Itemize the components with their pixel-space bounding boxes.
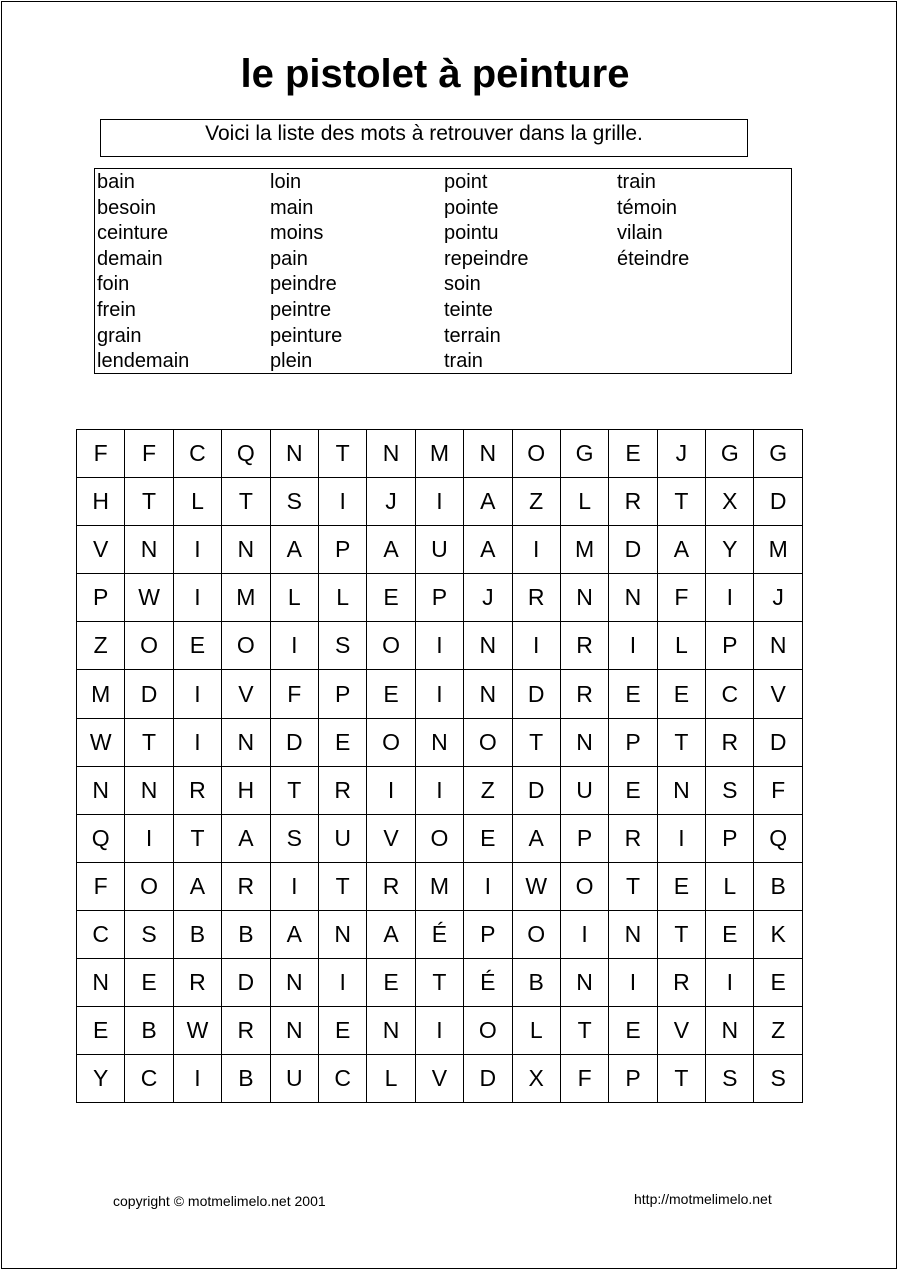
grid-cell: P bbox=[464, 910, 512, 958]
grid-cell: G bbox=[706, 430, 754, 478]
grid-cell: R bbox=[318, 766, 366, 814]
grid-cell: T bbox=[512, 718, 560, 766]
grid-cell: O bbox=[125, 622, 173, 670]
grid-cell: M bbox=[754, 526, 802, 574]
grid-cell: H bbox=[77, 478, 125, 526]
grid-row bbox=[77, 766, 803, 814]
grid-cell: O bbox=[512, 430, 560, 478]
grid-cell: M bbox=[415, 430, 463, 478]
grid-cell: I bbox=[512, 526, 560, 574]
grid-cell: D bbox=[464, 1055, 512, 1103]
grid-cell: O bbox=[560, 862, 608, 910]
grid-cell: Q bbox=[77, 814, 125, 862]
grid-cell: I bbox=[512, 622, 560, 670]
grid-cell: F bbox=[77, 430, 125, 478]
grid-cell: E bbox=[657, 670, 705, 718]
word-item: vilain bbox=[617, 222, 663, 245]
grid-cell: N bbox=[77, 959, 125, 1007]
word-item: peinture bbox=[270, 324, 343, 347]
grid-cell: N bbox=[609, 910, 657, 958]
grid-cell: E bbox=[367, 670, 415, 718]
grid-cell: H bbox=[222, 766, 270, 814]
grid-cell: V bbox=[367, 814, 415, 862]
grid-row bbox=[77, 862, 803, 910]
grid-cell: O bbox=[367, 622, 415, 670]
word-item: besoin bbox=[97, 196, 156, 219]
grid-cell: N bbox=[318, 910, 366, 958]
grid-cell: S bbox=[270, 814, 318, 862]
word-item: main bbox=[270, 196, 314, 219]
grid-cell: I bbox=[367, 766, 415, 814]
grid-row bbox=[77, 814, 803, 862]
grid-cell: V bbox=[754, 670, 802, 718]
grid-cell: I bbox=[415, 478, 463, 526]
grid-cell: L bbox=[706, 862, 754, 910]
word-item: moins bbox=[270, 222, 324, 245]
grid-cell: S bbox=[706, 1055, 754, 1103]
grid-cell: I bbox=[609, 959, 657, 1007]
page-title: le pistolet à peinture bbox=[240, 52, 630, 96]
grid-cell: P bbox=[706, 814, 754, 862]
grid-cell: N bbox=[270, 430, 318, 478]
grid-cell: I bbox=[173, 1055, 221, 1103]
grid-cell: J bbox=[367, 478, 415, 526]
grid-row bbox=[77, 430, 803, 478]
grid-cell: T bbox=[125, 718, 173, 766]
grid-cell: Q bbox=[222, 430, 270, 478]
grid-cell: Y bbox=[77, 1055, 125, 1103]
grid-cell: I bbox=[125, 814, 173, 862]
grid-cell: I bbox=[560, 910, 608, 958]
grid-cell: A bbox=[367, 910, 415, 958]
word-item: éteindre bbox=[617, 247, 690, 270]
grid-cell: I bbox=[173, 526, 221, 574]
letter-grid bbox=[76, 429, 803, 1103]
grid-cell: F bbox=[657, 574, 705, 622]
grid-cell: R bbox=[222, 862, 270, 910]
grid-cell: D bbox=[754, 478, 802, 526]
grid-cell: A bbox=[464, 526, 512, 574]
grid-cell: V bbox=[415, 1055, 463, 1103]
grid-cell: E bbox=[318, 1007, 366, 1055]
grid-cell: O bbox=[367, 718, 415, 766]
grid-cell: P bbox=[318, 526, 366, 574]
grid-cell: I bbox=[415, 670, 463, 718]
grid-cell: T bbox=[222, 478, 270, 526]
word-item: pain bbox=[270, 247, 308, 270]
grid-cell: P bbox=[609, 1055, 657, 1103]
grid-cell: X bbox=[512, 1055, 560, 1103]
word-column bbox=[97, 170, 189, 375]
grid-cell: I bbox=[173, 574, 221, 622]
grid-cell: I bbox=[318, 959, 366, 1007]
grid-cell: N bbox=[77, 766, 125, 814]
grid-cell: R bbox=[173, 959, 221, 1007]
word-item: peintre bbox=[270, 298, 332, 321]
grid-cell: L bbox=[560, 478, 608, 526]
grid-cell: E bbox=[609, 670, 657, 718]
grid-row bbox=[77, 1055, 803, 1103]
grid-cell: N bbox=[270, 959, 318, 1007]
grid-cell: C bbox=[706, 670, 754, 718]
grid-cell: B bbox=[222, 1055, 270, 1103]
grid-cell: Z bbox=[512, 478, 560, 526]
grid-cell: N bbox=[464, 430, 512, 478]
grid-row bbox=[77, 670, 803, 718]
grid-cell: N bbox=[706, 1007, 754, 1055]
grid-cell: N bbox=[367, 430, 415, 478]
grid-cell: E bbox=[173, 622, 221, 670]
grid-cell: D bbox=[222, 959, 270, 1007]
grid-row bbox=[77, 478, 803, 526]
grid-cell: I bbox=[173, 718, 221, 766]
grid-cell: T bbox=[609, 862, 657, 910]
grid-cell: T bbox=[657, 718, 705, 766]
grid-cell: Z bbox=[77, 622, 125, 670]
grid-cell: W bbox=[77, 718, 125, 766]
grid-cell: A bbox=[270, 526, 318, 574]
grid-cell: X bbox=[706, 478, 754, 526]
grid-cell: S bbox=[270, 478, 318, 526]
grid-cell: I bbox=[415, 1007, 463, 1055]
grid-cell: E bbox=[77, 1007, 125, 1055]
word-item: pointe bbox=[444, 196, 499, 219]
grid-cell: T bbox=[125, 478, 173, 526]
grid-cell: E bbox=[657, 862, 705, 910]
grid-cell: E bbox=[609, 1007, 657, 1055]
grid-cell: I bbox=[464, 862, 512, 910]
grid-cell: I bbox=[706, 574, 754, 622]
grid-cell: N bbox=[560, 574, 608, 622]
word-item: loin bbox=[270, 171, 302, 193]
grid-cell: U bbox=[415, 526, 463, 574]
grid-cell: N bbox=[464, 670, 512, 718]
grid-row bbox=[77, 959, 803, 1007]
copyright-text: copyright © motmelimelo.net 2001 bbox=[113, 1193, 326, 1209]
grid-cell: Y bbox=[706, 526, 754, 574]
grid-cell: N bbox=[222, 718, 270, 766]
grid-cell: I bbox=[657, 814, 705, 862]
grid-cell: M bbox=[415, 862, 463, 910]
grid-cell: S bbox=[125, 910, 173, 958]
grid-cell: E bbox=[367, 574, 415, 622]
grid-cell: T bbox=[270, 766, 318, 814]
grid-cell: S bbox=[318, 622, 366, 670]
word-item: frein bbox=[97, 298, 136, 321]
word-item: foin bbox=[97, 273, 130, 296]
grid-cell: N bbox=[415, 718, 463, 766]
grid-cell: B bbox=[754, 862, 802, 910]
grid-cell: F bbox=[754, 766, 802, 814]
grid-cell: O bbox=[512, 910, 560, 958]
grid-cell: I bbox=[318, 478, 366, 526]
grid-cell: A bbox=[222, 814, 270, 862]
word-column bbox=[617, 170, 689, 272]
grid-row bbox=[77, 622, 803, 670]
grid-cell: V bbox=[222, 670, 270, 718]
grid-cell: T bbox=[657, 910, 705, 958]
grid-cell: C bbox=[318, 1055, 366, 1103]
grid-cell: C bbox=[77, 910, 125, 958]
grid-cell: M bbox=[222, 574, 270, 622]
grid-cell: E bbox=[706, 910, 754, 958]
grid-cell: T bbox=[415, 959, 463, 1007]
grid-cell: O bbox=[222, 622, 270, 670]
word-item: pointu bbox=[444, 222, 499, 245]
grid-cell: A bbox=[173, 862, 221, 910]
grid-cell: E bbox=[754, 959, 802, 1007]
grid-cell: L bbox=[657, 622, 705, 670]
grid-cell: D bbox=[754, 718, 802, 766]
grid-cell: L bbox=[318, 574, 366, 622]
grid-cell: W bbox=[125, 574, 173, 622]
grid-cell: C bbox=[125, 1055, 173, 1103]
word-item: terrain bbox=[444, 324, 501, 347]
grid-cell: T bbox=[657, 1055, 705, 1103]
grid-cell: K bbox=[754, 910, 802, 958]
grid-cell: A bbox=[367, 526, 415, 574]
word-item: train bbox=[617, 171, 656, 193]
word-column bbox=[270, 170, 342, 375]
grid-cell: T bbox=[173, 814, 221, 862]
word-item: témoin bbox=[617, 196, 678, 219]
instruction-box: Voici la liste des mots à retrouver dans la grille. bbox=[100, 119, 748, 157]
grid-cell: P bbox=[77, 574, 125, 622]
grid-cell: O bbox=[464, 718, 512, 766]
grid-cell: B bbox=[512, 959, 560, 1007]
grid-row bbox=[77, 718, 803, 766]
grid-cell: T bbox=[318, 862, 366, 910]
grid-cell: I bbox=[415, 766, 463, 814]
grid-cell: D bbox=[512, 670, 560, 718]
grid-cell: N bbox=[754, 622, 802, 670]
grid-cell: I bbox=[173, 670, 221, 718]
word-item: bain bbox=[97, 171, 135, 193]
grid-cell: E bbox=[609, 766, 657, 814]
grid-cell: B bbox=[222, 910, 270, 958]
grid-cell: E bbox=[464, 814, 512, 862]
grid-cell: L bbox=[270, 574, 318, 622]
grid-row bbox=[77, 526, 803, 574]
grid-cell: L bbox=[173, 478, 221, 526]
word-column bbox=[444, 170, 529, 375]
grid-cell: L bbox=[367, 1055, 415, 1103]
grid-cell: O bbox=[415, 814, 463, 862]
grid-cell: R bbox=[560, 670, 608, 718]
grid-cell: O bbox=[125, 862, 173, 910]
grid-cell: S bbox=[754, 1055, 802, 1103]
grid-cell: M bbox=[77, 670, 125, 718]
grid-cell: E bbox=[609, 430, 657, 478]
grid-cell: U bbox=[318, 814, 366, 862]
grid-cell: F bbox=[77, 862, 125, 910]
grid-cell: J bbox=[657, 430, 705, 478]
grid-cell: B bbox=[125, 1007, 173, 1055]
grid-cell: T bbox=[560, 1007, 608, 1055]
grid-cell: T bbox=[657, 478, 705, 526]
grid-cell: R bbox=[173, 766, 221, 814]
grid-cell: É bbox=[415, 910, 463, 958]
grid-cell: L bbox=[512, 1007, 560, 1055]
grid-cell: P bbox=[318, 670, 366, 718]
grid-cell: Q bbox=[754, 814, 802, 862]
grid-cell: E bbox=[367, 959, 415, 1007]
grid-cell: E bbox=[125, 959, 173, 1007]
grid-cell: A bbox=[270, 910, 318, 958]
word-item: grain bbox=[97, 324, 142, 347]
grid-cell: R bbox=[706, 718, 754, 766]
grid-cell: F bbox=[270, 670, 318, 718]
grid-cell: I bbox=[415, 622, 463, 670]
grid-cell: D bbox=[125, 670, 173, 718]
grid-cell: I bbox=[270, 862, 318, 910]
word-item: demain bbox=[97, 247, 163, 270]
word-list bbox=[94, 168, 792, 374]
grid-cell: N bbox=[609, 574, 657, 622]
site-url: http://motmelimelo.net bbox=[634, 1191, 772, 1207]
grid-cell: B bbox=[173, 910, 221, 958]
grid-cell: R bbox=[657, 959, 705, 1007]
grid-cell: D bbox=[609, 526, 657, 574]
grid-cell: U bbox=[560, 766, 608, 814]
grid-cell: N bbox=[560, 718, 608, 766]
grid-cell: N bbox=[125, 526, 173, 574]
grid-cell: S bbox=[706, 766, 754, 814]
grid-cell: W bbox=[512, 862, 560, 910]
grid-cell: Z bbox=[754, 1007, 802, 1055]
word-item: plein bbox=[270, 350, 313, 373]
grid-cell: V bbox=[657, 1007, 705, 1055]
grid-cell: V bbox=[77, 526, 125, 574]
grid-cell: U bbox=[270, 1055, 318, 1103]
grid-cell: R bbox=[367, 862, 415, 910]
grid-cell: G bbox=[560, 430, 608, 478]
word-item: train bbox=[444, 350, 483, 373]
grid-cell: N bbox=[270, 1007, 318, 1055]
grid-cell: F bbox=[560, 1055, 608, 1103]
grid-cell: A bbox=[464, 478, 512, 526]
grid-cell: P bbox=[560, 814, 608, 862]
grid-cell: J bbox=[464, 574, 512, 622]
grid-cell: A bbox=[657, 526, 705, 574]
grid-cell: N bbox=[125, 766, 173, 814]
grid-row bbox=[77, 910, 803, 958]
grid-cell: D bbox=[512, 766, 560, 814]
word-item: soin bbox=[444, 273, 481, 296]
grid-cell: I bbox=[609, 622, 657, 670]
word-item: lendemain bbox=[97, 350, 190, 373]
grid-cell: R bbox=[512, 574, 560, 622]
grid-cell: N bbox=[222, 526, 270, 574]
grid-cell: R bbox=[560, 622, 608, 670]
grid-cell: P bbox=[415, 574, 463, 622]
grid-cell: É bbox=[464, 959, 512, 1007]
grid-cell: R bbox=[609, 478, 657, 526]
word-item: teinte bbox=[444, 298, 493, 321]
word-item: point bbox=[444, 171, 488, 193]
grid-cell: N bbox=[367, 1007, 415, 1055]
grid-cell: R bbox=[222, 1007, 270, 1055]
grid-cell: A bbox=[512, 814, 560, 862]
grid-cell: C bbox=[173, 430, 221, 478]
grid-cell: Z bbox=[464, 766, 512, 814]
grid-cell: T bbox=[318, 430, 366, 478]
grid-cell: P bbox=[609, 718, 657, 766]
grid-cell: N bbox=[657, 766, 705, 814]
grid-cell: D bbox=[270, 718, 318, 766]
grid-cell: I bbox=[706, 959, 754, 1007]
grid-cell: F bbox=[125, 430, 173, 478]
grid-cell: N bbox=[560, 959, 608, 1007]
grid-cell: O bbox=[464, 1007, 512, 1055]
grid-cell: W bbox=[173, 1007, 221, 1055]
grid-cell: P bbox=[706, 622, 754, 670]
word-item: ceinture bbox=[97, 222, 169, 245]
grid-cell: I bbox=[270, 622, 318, 670]
grid-cell: E bbox=[318, 718, 366, 766]
grid-cell: N bbox=[464, 622, 512, 670]
grid-cell: G bbox=[754, 430, 802, 478]
grid-cell: M bbox=[560, 526, 608, 574]
grid-cell: J bbox=[754, 574, 802, 622]
word-item: repeindre bbox=[444, 247, 529, 270]
grid-cell: R bbox=[609, 814, 657, 862]
grid-row bbox=[77, 1007, 803, 1055]
grid-row bbox=[77, 574, 803, 622]
word-item: peindre bbox=[270, 273, 337, 296]
